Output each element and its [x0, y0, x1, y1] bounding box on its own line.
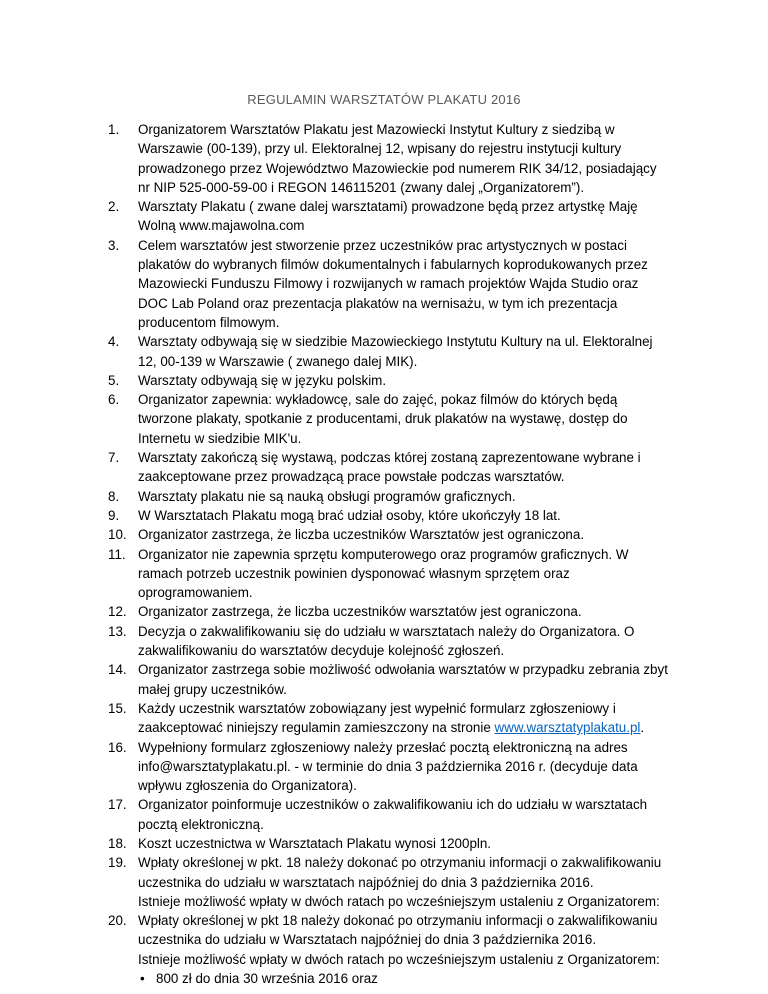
rule-item	[108, 120, 668, 197]
rule-number: 9.	[108, 507, 120, 523]
rule-number: 8.	[108, 488, 120, 504]
rule-text: Organizator poinformuje uczestników o zakwalifikowaniu ich do udziału w warsztatach pocztą elektroniczną.	[138, 797, 648, 832]
rule-text: Wpłaty określonej w pkt. 18 należy dokonać po otrzymaniu informacji o zakwalifikowaniu uczestnika do udziału w warsztatach najpóźniej do dnia 3 października 2016.	[138, 855, 662, 890]
rule-text: Organizator zastrzega sobie możliwość odwołania warsztatów w przypadku zebrania zbyt małej grupy uczestników.	[138, 662, 668, 697]
rule-text: Warsztaty zakończą się wystawą, podczas której zostaną zaprezentowane wybrane i zaakceptowane przez prowadzącą prace powstałe podczas warsztatów.	[138, 450, 641, 485]
rule-text: Organizatorem Warsztatów Plakatu jest Mazowiecki Instytut Kultury z siedzibą w Warszawie (00-139), przy ul. Elektoralnej 12, wpisany do rejestru instytucji kultury prowadzonego przez Województwo Mazowieckie pod numerem RIK 34/12, posiadający nr NIP 525-000-59-00 i REGON 146115201 (zwany dalej „Organizatorem”).	[138, 122, 657, 195]
rule-text: Celem warsztatów jest stworzenie przez uczestników prac artystycznych w postaci plakatów do wybranych filmów dokumentalnych i fabularnych koprodukowanych przez Mazowiecki Funduszu Filmowy i rozwijanych w ramach projektów Wajda Studio oraz DOC Lab Poland oraz prezentacja plakatów na wernisażu, w tym ich prezentacja producentom filmowym.	[138, 237, 648, 330]
rule-number: 3.	[108, 237, 120, 253]
rules-list	[108, 120, 668, 988]
rule-text: Organizator zapewnia: wykładowcę, sale do zajęć, pokaz filmów do których będą tworzone plakaty, spotkanie z producentami, druk plakatów na wystawę, dostęp do Internetu w siedzibie MIK'u.	[138, 392, 628, 446]
rule-text: Warsztaty odbywają się w języku polskim.	[138, 372, 387, 388]
rule-item	[108, 236, 668, 332]
rule-text: Warsztaty Plakatu ( zwane dalej warsztatami) prowadzone będą przez artystkę Maję Wolną www.majawolna.com	[138, 199, 638, 234]
rule-item	[108, 197, 668, 236]
rule-number: 7.	[108, 450, 120, 466]
rule-number: 19.	[108, 855, 127, 871]
rule-number: 15.	[108, 700, 127, 716]
rule-item	[108, 448, 668, 487]
document-title: REGULAMIN WARSZTATÓW PLAKATU 2016	[247, 92, 521, 107]
rule-text: Wypełniony formularz zgłoszeniowy należy przesłać pocztą elektroniczną na adres info@warsztatyplakatu.pl. - w terminie do dnia 3 października 2016 r. (decyduje data wpływu zgłoszenia do Organizatora).	[138, 739, 638, 794]
rule-number: 2.	[108, 199, 120, 215]
rule-item	[108, 911, 668, 988]
rule-number: 1.	[108, 122, 120, 137]
rule-item	[108, 738, 668, 796]
rule-number: 14.	[108, 662, 127, 678]
rule-item	[108, 834, 668, 853]
rule-text-end: .	[640, 720, 645, 736]
rule-item	[108, 390, 668, 448]
rule-item	[108, 332, 668, 371]
rule-text: Każdy uczestnik warsztatów zobowiązany jest wypełnić formularz zgłoszeniowy i zaakceptować niniejszy regulamin zamieszczony na stronie	[138, 700, 616, 736]
rule-item	[108, 545, 668, 603]
rule-text: Warsztaty plakatu nie są nauką obsługi programów graficznych.	[138, 488, 516, 504]
rule-number: 4.	[108, 334, 120, 350]
rule-text: Organizator zastrzega, że liczba uczestników warsztatów jest ograniczona.	[138, 604, 582, 620]
rule-item	[108, 795, 668, 834]
rule-number: 11.	[108, 546, 126, 562]
rule-item	[108, 602, 668, 621]
rule-number: 6.	[108, 392, 120, 408]
rule-number: 17.	[108, 797, 127, 813]
rule-number: 12.	[108, 604, 127, 620]
rule-text: Organizator nie zapewnia sprzętu komputerowego oraz programów graficznych. W ramach potrzeb uczestnik powinien dysponować własnym sprzętem oraz oprogramowaniem.	[138, 546, 629, 601]
rule-item	[108, 487, 668, 506]
website-link[interactable]: www.warsztatyplakatu.pl	[494, 720, 641, 736]
rule-text: W Warsztatach Plakatu mogą brać udział osoby, które ukończyły 18 lat.	[138, 507, 561, 523]
rule-text: Wpłaty określonej w pkt 18 należy dokonać po otrzymaniu informacji o zakwalifikowaniu uczestnika do udziału w Warsztatach najpóźniej do dnia 3 października 2016.	[138, 913, 658, 948]
rule-extra-text: Istnieje możliwość wpłaty w dwóch ratach po wcześniejszym ustaleniu z Organizatorem:	[138, 951, 660, 967]
rule-text: Warsztaty odbywają się w siedzibie Mazowieckiego Instytutu Kultury na ul. Elektoralnej 12, 00-139 w Warszawie ( zwanego dalej MIK).	[138, 334, 653, 369]
rule-number: 13.	[108, 623, 127, 639]
rule-number: 10.	[108, 527, 127, 543]
rule-text: Organizator zastrzega, że liczba uczestników Warsztatów jest ograniczona.	[138, 527, 585, 543]
rule-text: Decyzja o zakwalifikowaniu się do udziału w warsztatach należy do Organizatora. O zakwalifikowaniu do warsztatów decyduje kolejność zgłoszeń.	[138, 623, 635, 659]
rule-item	[108, 699, 668, 738]
rule-number: 5.	[108, 372, 120, 388]
rule-item	[108, 506, 668, 525]
rule-number: 20.	[108, 913, 127, 929]
rule-number: 18.	[108, 835, 127, 851]
bullet-icon: •	[140, 971, 145, 987]
bullet-item	[138, 969, 668, 988]
rule-item	[108, 371, 668, 390]
rule-item	[108, 660, 668, 699]
rule-number: 16.	[108, 739, 127, 755]
rule-item	[108, 853, 668, 911]
rule-item	[108, 622, 668, 661]
rule-extra-text: Istnieje możliwość wpłaty w dwóch ratach po wcześniejszym ustaleniu z Organizatorem:	[138, 893, 660, 909]
rule-item	[108, 525, 668, 544]
bullet-text: 800 zł do dnia 30 września 2016 oraz	[156, 971, 378, 987]
rule-text: Koszt uczestnictwa w Warsztatach Plakatu wynosi 1200pln.	[138, 835, 492, 851]
